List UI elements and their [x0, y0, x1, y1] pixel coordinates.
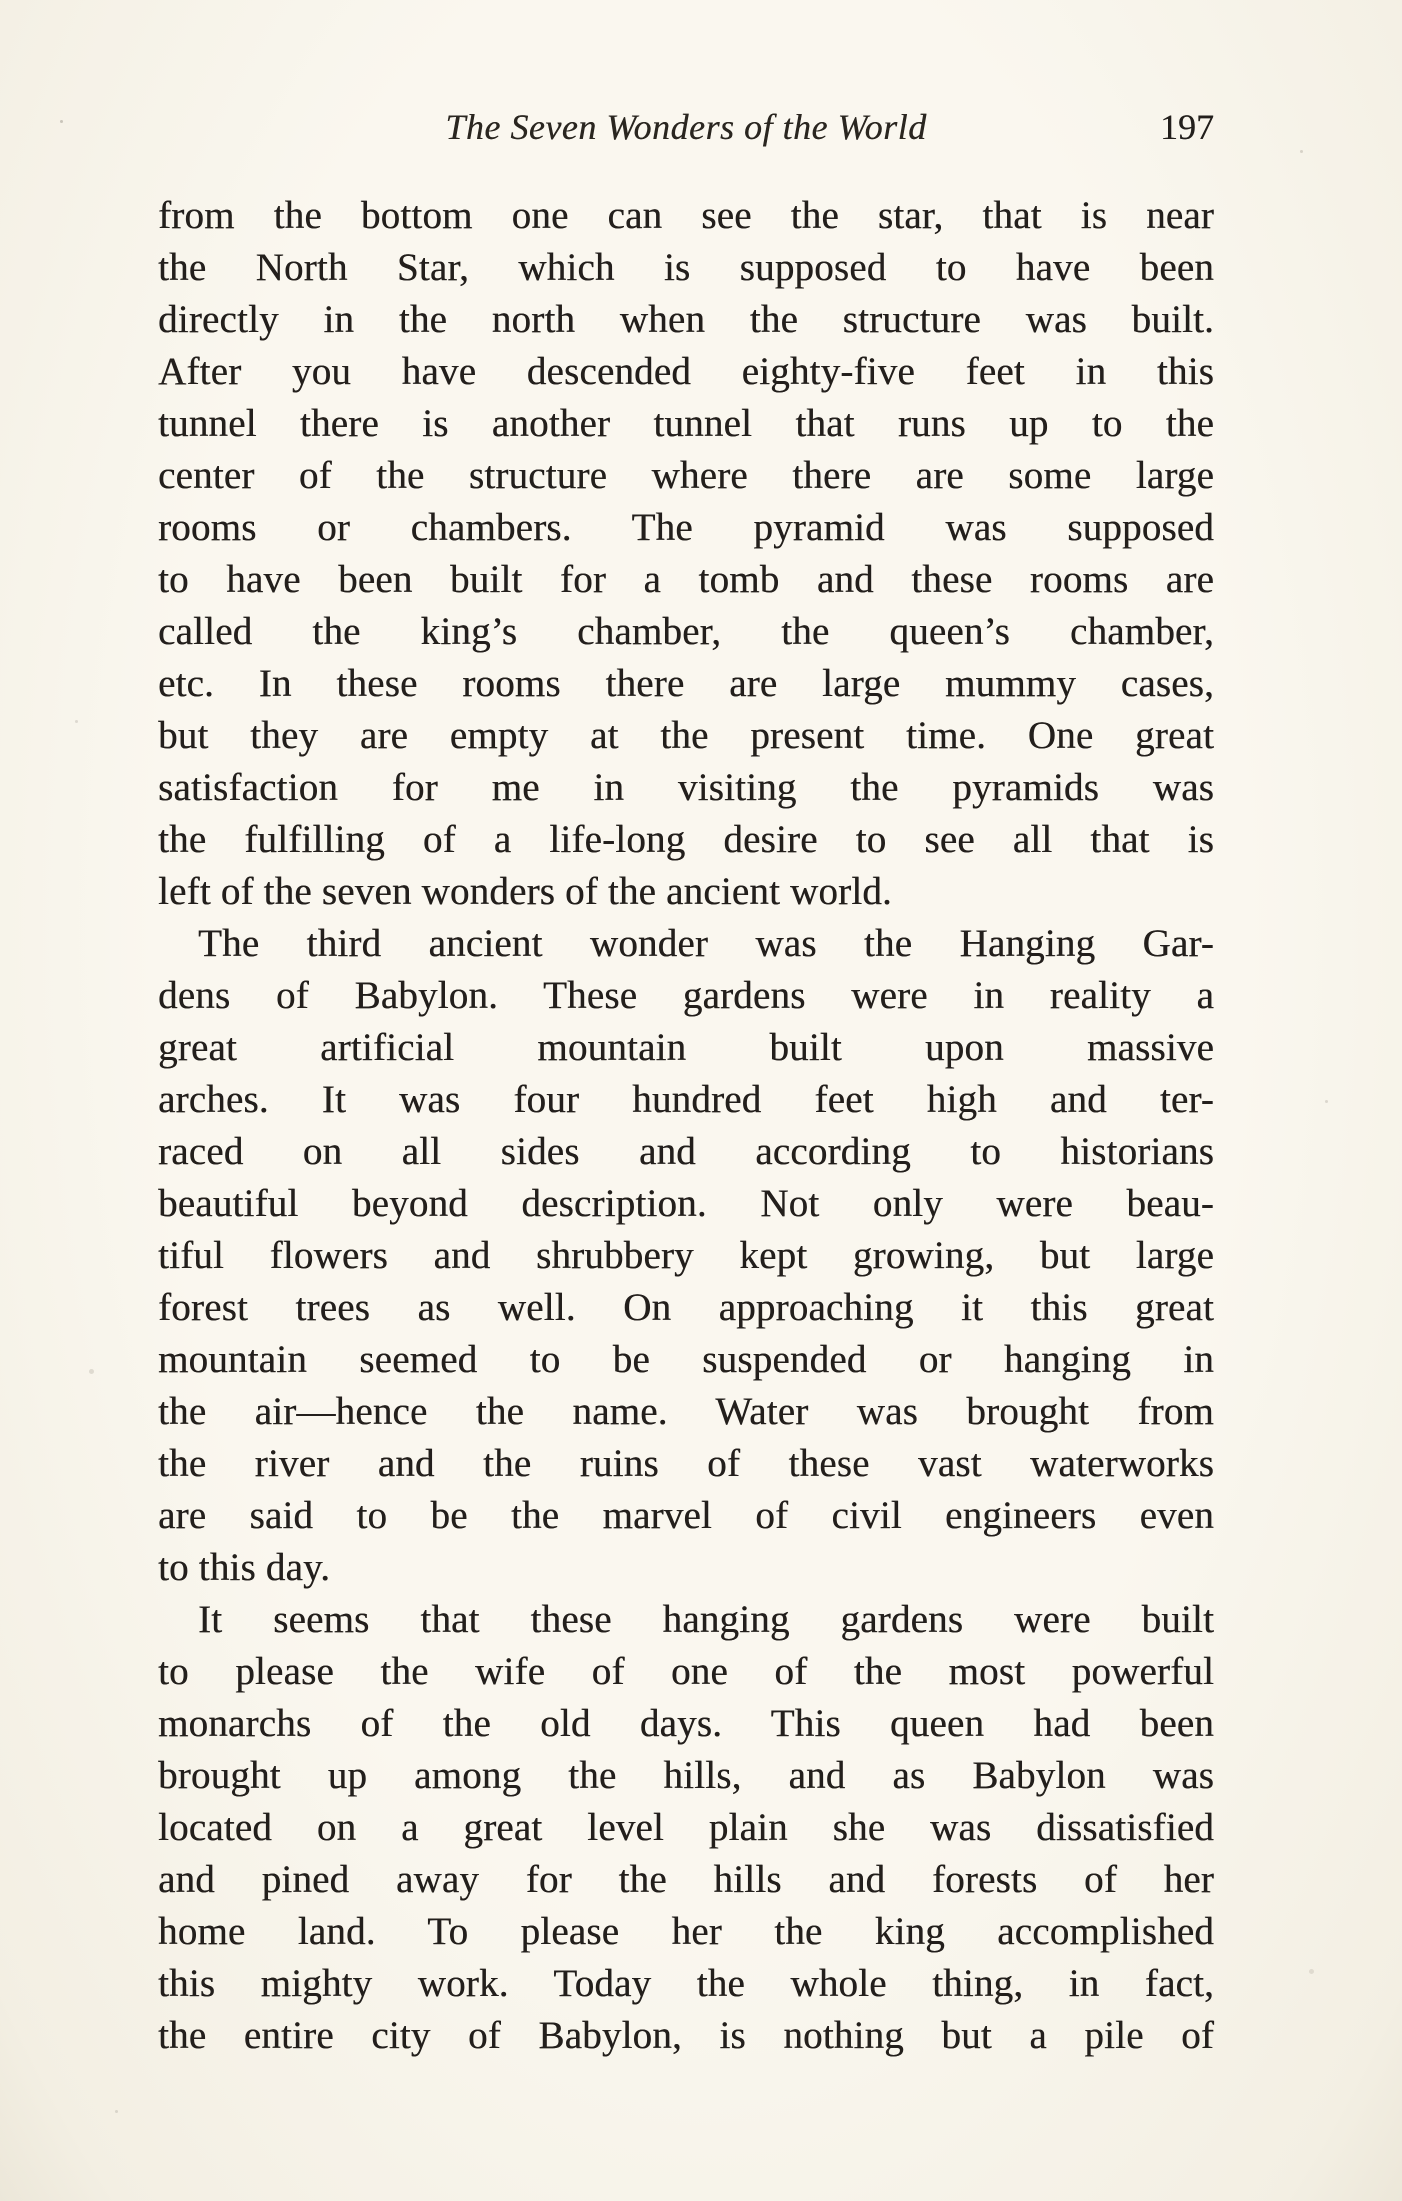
paragraph — [158, 918, 1214, 1594]
text-line: beautiful beyond description. Not only were beau- — [158, 1182, 1214, 1225]
text-line: arches. It was four hundred feet high and ter- — [158, 1078, 1214, 1121]
text-line: to have been built for a tomb and these rooms are — [158, 558, 1214, 601]
text-line: center of the structure where there are some large — [158, 454, 1214, 497]
running-title: The Seven Wonders of the World — [445, 107, 927, 147]
text-line: to this day. — [158, 1546, 331, 1589]
text-line: tiful flowers and shrubbery kept growing, but large — [158, 1234, 1214, 1277]
text-line: to please the wife of one of the most powerful — [158, 1650, 1214, 1693]
text-line: the fulfilling of a life-long desire to see all that is — [158, 818, 1214, 861]
text-line: It seems that these hanging gardens were built — [198, 1598, 1214, 1641]
body-text — [158, 190, 1214, 2062]
text-column — [158, 0, 1214, 2062]
paragraph — [158, 1594, 1214, 2062]
text-line: home land. To please her the king accomplished — [158, 1910, 1214, 1953]
text-line: the river and the ruins of these vast waterworks — [158, 1442, 1214, 1485]
text-line: and pined away for the hills and forests of her — [158, 1858, 1214, 1901]
text-line: tunnel there is another tunnel that runs up to the — [158, 402, 1214, 445]
paragraph — [158, 190, 1214, 918]
text-line: the entire city of Babylon, is nothing but a pile of — [158, 2014, 1214, 2057]
text-line: mountain seemed to be suspended or hanging in — [158, 1338, 1214, 1381]
page-number: 197 — [1160, 107, 1214, 147]
page-header — [158, 104, 1214, 150]
text-line: located on a great level plain she was dissatisfied — [158, 1806, 1214, 1849]
text-line: forest trees as well. On approaching it this great — [158, 1286, 1214, 1329]
text-line: raced on all sides and according to historians — [158, 1130, 1214, 1173]
text-line: called the king’s chamber, the queen’s chamber, — [158, 610, 1214, 653]
text-line: etc. In these rooms there are large mummy cases, — [158, 662, 1214, 705]
text-line: from the bottom one can see the star, that is near — [158, 194, 1214, 237]
text-line: great artificial mountain built upon massive — [158, 1026, 1214, 1069]
text-line: After you have descended eighty-five feet in this — [158, 350, 1214, 393]
text-line: but they are empty at the present time. One great — [158, 714, 1214, 757]
text-line: the North Star, which is supposed to have been — [158, 246, 1214, 289]
text-line: left of the seven wonders of the ancient world. — [158, 870, 892, 913]
text-line: The third ancient wonder was the Hanging Gar- — [198, 922, 1214, 965]
text-line: brought up among the hills, and as Babylon was — [158, 1754, 1214, 1797]
text-line: satisfaction for me in visiting the pyramids was — [158, 766, 1214, 809]
scan-speckles — [60, 120, 63, 123]
text-line: the air—hence the name. Water was brought from — [158, 1390, 1214, 1433]
text-line: are said to be the marvel of civil engineers even — [158, 1494, 1214, 1537]
text-line: dens of Babylon. These gardens were in reality a — [158, 974, 1214, 1017]
text-line: rooms or chambers. The pyramid was supposed — [158, 506, 1214, 549]
text-line: monarchs of the old days. This queen had been — [158, 1702, 1214, 1745]
text-line: this mighty work. Today the whole thing, in fact, — [158, 1962, 1214, 2005]
text-line: directly in the north when the structure was built. — [158, 298, 1214, 341]
